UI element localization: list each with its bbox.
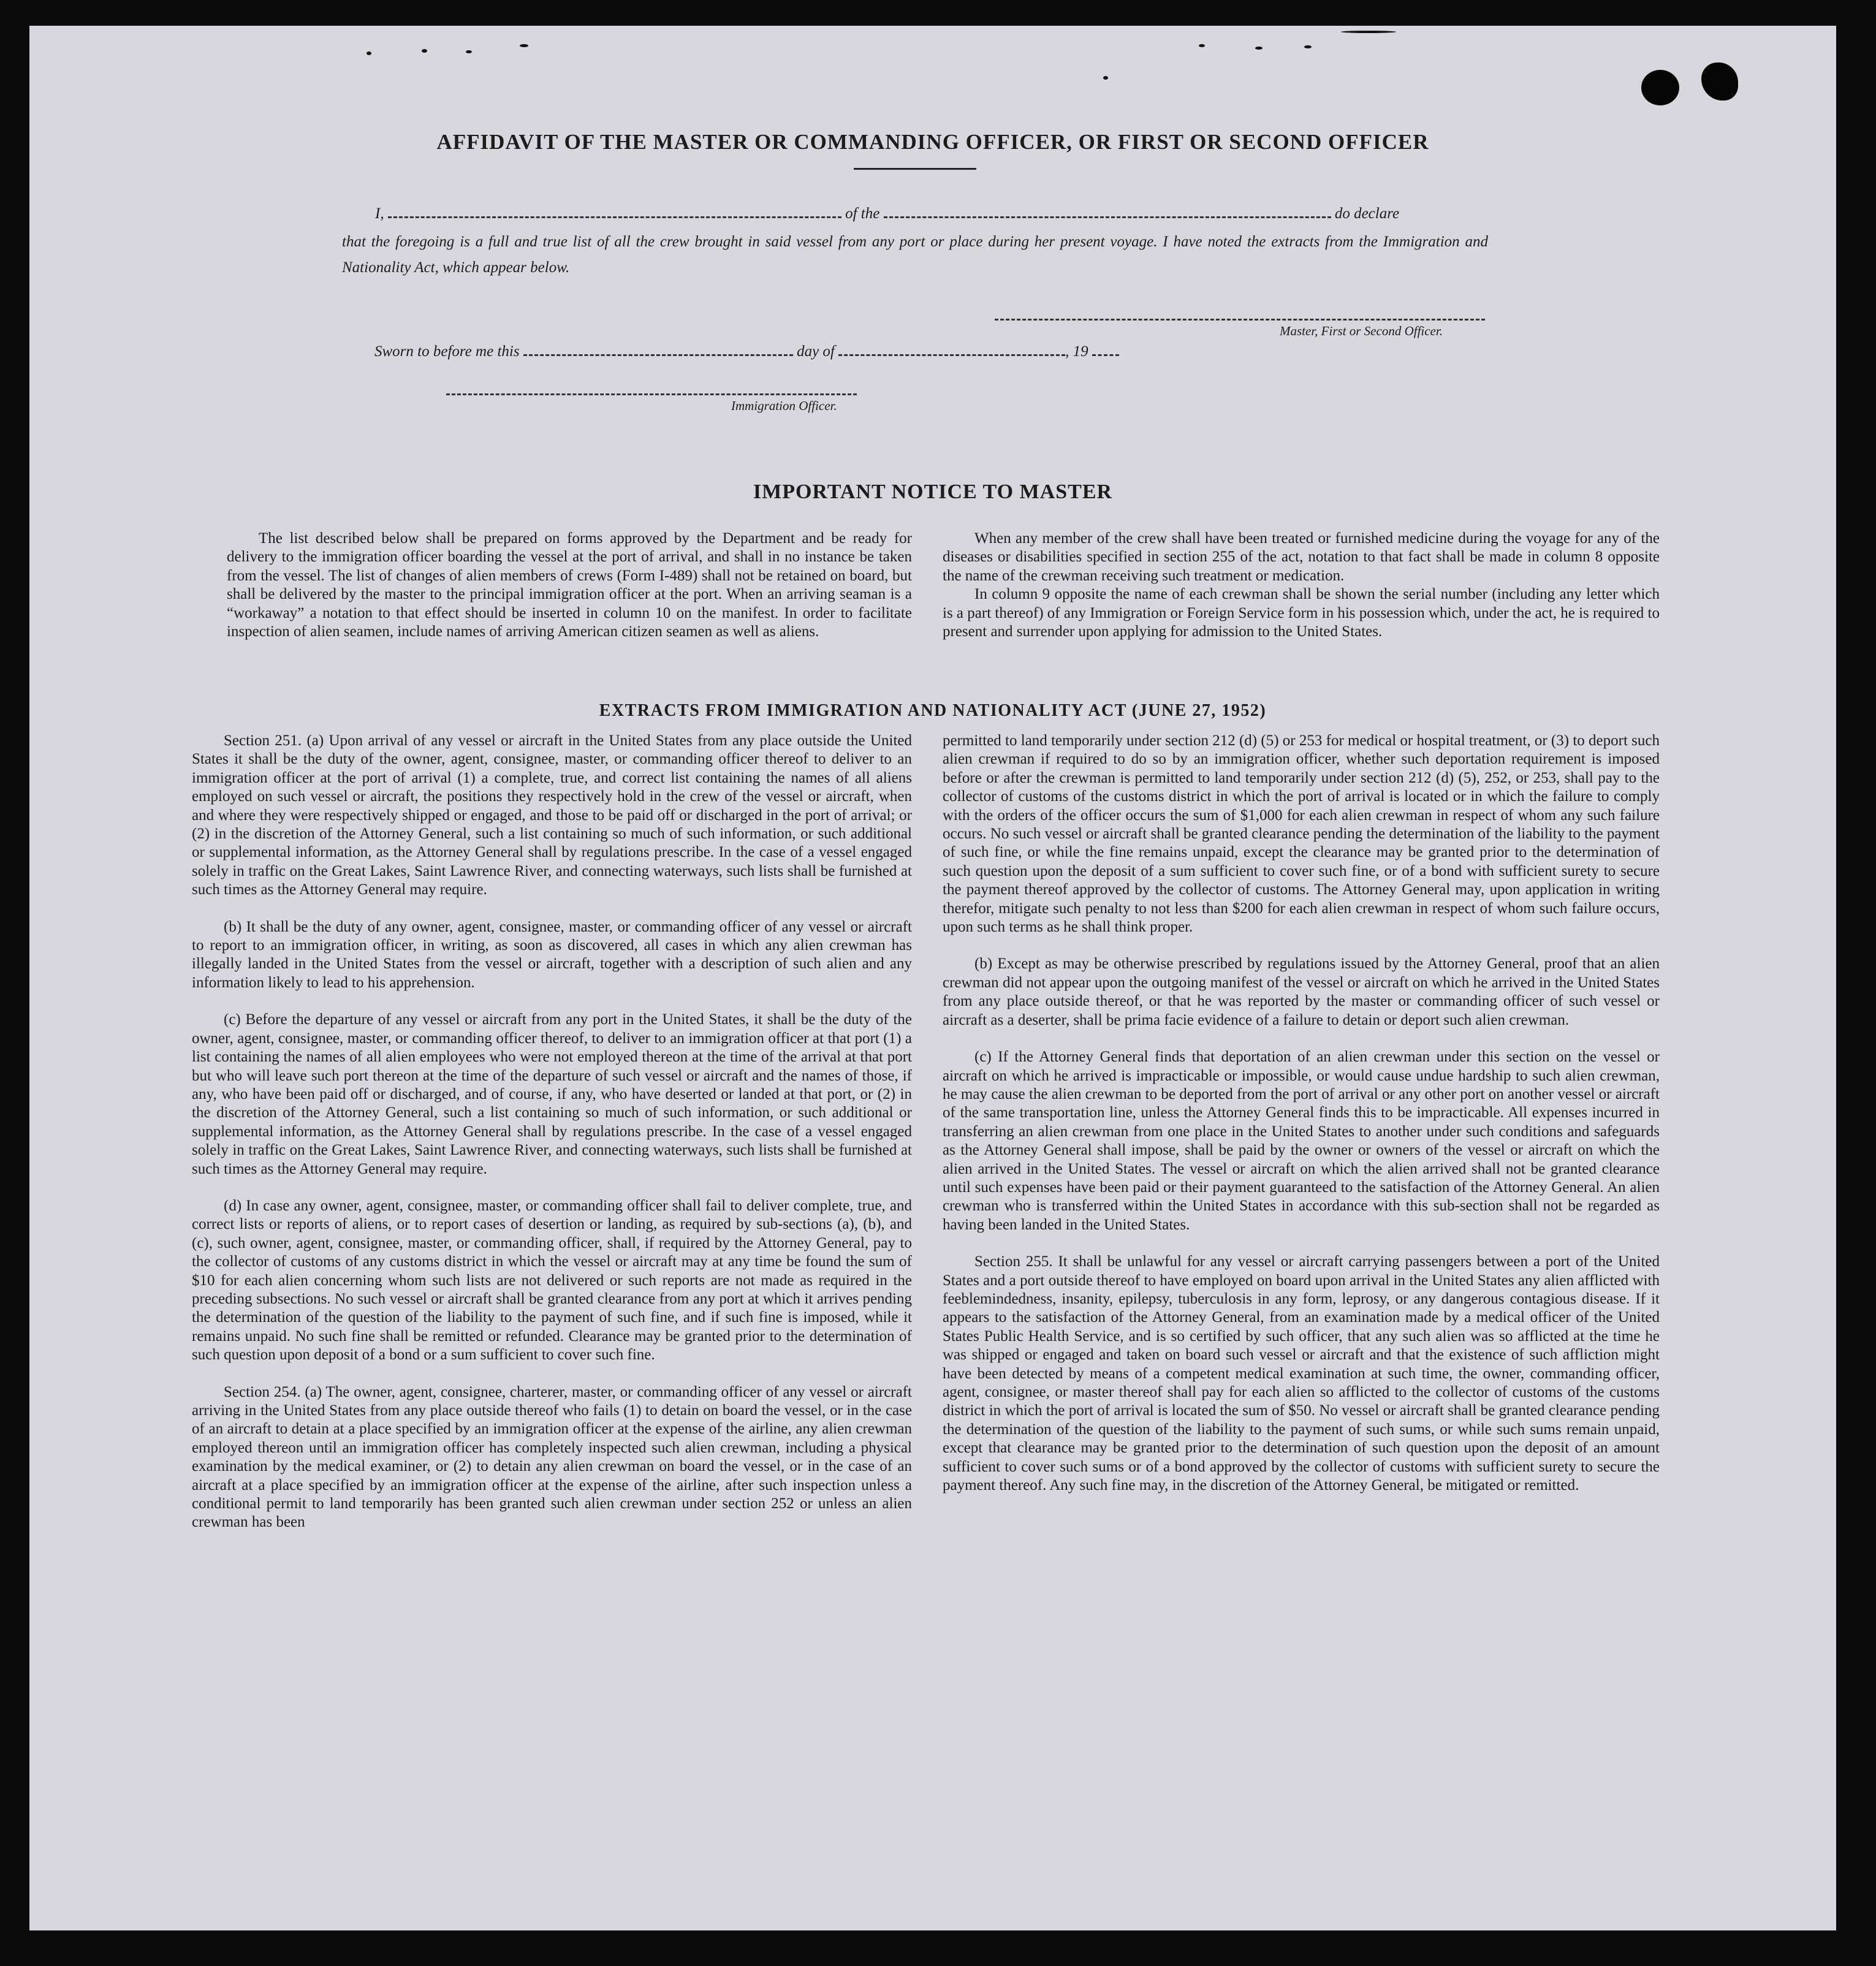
speck <box>520 44 528 47</box>
year-blank[interactable] <box>1092 354 1119 356</box>
sworn-line: Sworn to before me this day of , 19 <box>374 343 1220 360</box>
speck <box>1304 45 1312 48</box>
notice-title: IMPORTANT NOTICE TO MASTER <box>753 480 1113 503</box>
section-254-a: Section 254. (a) The owner, agent, consignee, charterer, master, or commanding officer of any vessel or aircraft arriving in the United States from any place outside thereof who fails (1) to detain on board the vessel, or in the case of an aircraft to detain at a place specified by an immigration officer at the expense of the airline, any alien crewman employed thereon until an immigration officer has completely inspected such alien crewman, including a physical examination by the medical examiner, or (2) to detain any alien crewman on board the vessel, or in the case of an aircraft at a place specified by an immigration officer at the expense of the airline, after such inspection unless a conditional permit to land temporarily has been granted such alien crewman under section 252 or unless an alien crewman has been <box>192 1383 912 1531</box>
notice-right-paragraph-2: In column 9 opposite the name of each crewman shall be shown the serial number (including any letter which is a part thereof) of any Immigration or Foreign Service form in his possession which, under the act, he is required to present and surrender upon applying for admission to the United States. <box>943 586 1660 640</box>
section-254-c: (c) If the Attorney General finds that deportation of an alien crewman under this section on the vessel or aircraft on which he arrived is impracticable or impossible, or would cause undue hardship to such alien crewman, he may cause the alien crewman to be deported from the port of arrival or any other port on another vessel or aircraft of the same transportation line, unless the Attorney General finds this to be impracticable. All expenses incurred in transferring an alien crewman from one place in the United States to another under such conditions and safeguards as the Attorney General shall impose, shall be paid by the owner or owners of the vessel or aircraft on which the alien arrived in the United States. The vessel or aircraft on which the alien arrived shall not be granted clearance until such expenses have been paid or their payment guaranteed to the satisfaction of the Attorney General. An alien crewman who is transferred within the United States in accordance with this sub-section shall not be regarded as having been landed in the United States. <box>943 1049 1660 1233</box>
notice-left-paragraph: The list described below shall be prepared on forms approved by the Department and be ready for delivery to the immigration officer boarding the vessel at the port of arrival, and shall in no instance be taken from the vessel. The list of changes of alien members of crews (Form I-489) shall not be retained on board, but shall be delivered by the master to the principal immigration officer at the port. When an arriving seaman is a “workaway” a notation to that effect should be inserted in column 10 on the manifest. In order to facilitate inspection of alien seamen, include names of arriving American citizen seamen as well as aliens. <box>227 530 912 640</box>
ink-blot-left <box>1641 70 1679 105</box>
speck <box>366 51 371 55</box>
sworn-day-blank[interactable] <box>523 354 793 356</box>
speck <box>466 50 472 53</box>
section-255: Section 255. It shall be unlawful for any vessel or aircraft carrying passengers between a port of the United States and a port outside thereof to have employed on board upon arrival in the United States any alien afflicted with feeblemindedness, insanity, epilepsy, tuberculosis in any form, leprosy, or any dangerous contagious disease. If it appears to the satisfaction of the Attorney General, from an examination made by a medical officer of the United States Public Health Service, and is so certified by such officer, that any such alien was so afflicted at the time he was shipped or engaged and taken on board such vessel or aircraft and that the existence of such affliction might have been detected by means of a competent medical examination at such time, the owner, commanding officer, agent, consignee, or master thereof shall pay for each alien so afflicted to the collector of customs of the customs district in which the port of arrival is located the sum of $50. No vessel or aircraft shall be granted clearance pending the determination of the question of the liability to the payment of such sums, or while such sums remain unpaid, except that clearance may be granted prior to the determination of such question upon the deposit of an amount sufficient to cover such sums or of a bond approved by the collector of customs with sufficient surety to secure the payment thereof. Any such fine may, in the discretion of the Attorney General, be mitigated or remitted. <box>943 1253 1660 1494</box>
speck <box>1199 44 1205 47</box>
document-page <box>29 26 1836 1930</box>
notice-right-paragraph-1: When any member of the crew shall have been treated or furnished medicine during the voyage for any of the diseases or disabilities specified in section 255 of the act, notation to that fact shall be made in column 8 opposite the name of the crewman receiving such treatment or medication. <box>943 530 1660 584</box>
section-254-b: (b) Except as may be otherwise prescribed by regulations issued by the Attorney General, proof that an alien crewman did not appear upon the outgoing manifest of the vessel or aircraft on which he arrived in the United States from any place outside thereof, or that he was reported by the master or commanding officer of such vessel or aircraft as a deserter, shall be prima facie evidence of a failure to detain or deport such alien crewman. <box>943 955 1660 1028</box>
name-blank[interactable] <box>388 216 841 218</box>
title-underline <box>854 168 976 170</box>
master-signature-line[interactable] <box>995 319 1485 321</box>
ink-blot-right <box>1701 63 1738 101</box>
speck <box>1341 31 1396 33</box>
section-251-a: Section 251. (a) Upon arrival of any vessel or aircraft in the United States from any place outside the United States it shall be the duty of the owner, agent, consignee, master, or commanding officer thereof to deliver to an immigration officer at the port of arrival (1) a complete, true, and correct list containing the names of all aliens employed on such vessel or aircraft, the positions they respectively hold in the crew of the vessel or aircraft, when and where they were respectively shipped or engaged, and those to be paid off or discharged in the port of arrival; or (2) in the discretion of the Attorney General, such a list containing so much of such information, or such additional or supplemental information, as the Attorney General shall by regulations prescribe. In the case of a vessel engaged solely in traffic on the Great Lakes, Saint Lawrence River, and connecting waterways, such lists shall be furnished at such times as the Attorney General may require. <box>192 732 912 898</box>
declaration-text: that the foregoing is a full and true list of all the crew brought in said vessel from any port or place during her present voyage. I have noted the extracts from the Immigration and Nationality Act, which appear below. <box>342 233 1488 276</box>
sworn-label: Sworn to before me this <box>374 343 520 360</box>
i-label: I, <box>375 205 384 222</box>
year-label: 19 <box>1073 343 1088 360</box>
officer-signature-line[interactable] <box>446 393 857 395</box>
extracts-title: EXTRACTS FROM IMMIGRATION AND NATIONALITY ACT (JUNE 27, 1952) <box>599 701 1267 720</box>
extracts-right-column <box>943 732 1660 1495</box>
section-251-d: (d) In case any owner, agent, consignee, master, or commanding officer shall fail to deliver complete, true, and correct lists or reports of aliens, or to report cases of desertion or landing, as required by sub-sections (a), (b), and (c), such owner, agent, consignee, master, or commanding officer, shall, if required by the Attorney General, pay to the collector of customs of any customs district in which the vessel or aircraft may at any time be found the sum of $10 for each alien concerning whom such lists are not delivered or such reports are not made as required in the preceding subsections. No such vessel or aircraft shall be granted clearance from any port at which it arrives pending the determination of the question of the liability to the payment of such fine, and if such fine is imposed, while it remains unpaid. No such fine shall be remitted or refunded. Clearance may be granted prior to the determination of such question upon deposit of a bond or a sum sufficient to cover such fine. <box>192 1197 912 1364</box>
speck <box>1103 76 1108 80</box>
immigration-officer-label: Immigration Officer. <box>731 398 837 413</box>
affidavit-title: AFFIDAVIT OF THE MASTER OR COMMANDING OFFICER, OR FIRST OR SECOND OFFICER <box>436 130 1429 154</box>
section-254-a-continued: permitted to land temporarily under section 212 (d) (5) or 253 for medical or hospital treatment, or (3) to deport such alien crewman if required to do so by an immigration officer, whether such deportation requirement is imposed before or after the crewman is permitted to land temporarily under section 212 (d) (5), 252, or 253, shall pay to the collector of customs of the customs district in which the port of arrival is located or in which the failure to comply with the orders of the officer occurs the sum of $1,000 for each alien crewman in respect of whom any such failure occurs. No such vessel or aircraft shall be granted clearance pending the determination of the liability to the payment of such fine, or while the fine remains unpaid, except the clearance may be granted prior to the determination of such question upon the deposit of a sum sufficient to cover such fine, or of a bond with sufficient surety to secure the payment thereof approved by the collector of customs. The Attorney General may, upon application in writing therefor, mitigate such penalty to not less than $200 for each alien crewman in respect of whom such failure occurs, upon such terms as he shall think proper. <box>943 732 1660 936</box>
speck <box>1255 47 1263 50</box>
do-declare-label: do declare <box>1334 205 1400 222</box>
day-of-label: day of <box>797 343 835 360</box>
section-251-b: (b) It shall be the duty of any owner, agent, consignee, master, or commanding officer of any vessel or aircraft to report to an immigration officer, in writing, as soon as discovered, all cases in which any alien crewman has illegally landed in the United States from the vessel or aircraft, together with a description of such alien and any information likely to lead to his apprehension. <box>192 918 912 991</box>
notice-right-column <box>943 529 1660 641</box>
declaration-line-1 <box>375 205 1515 222</box>
section-251-c: (c) Before the departure of any vessel or aircraft from any port in the United States, it shall be the duty of the owner, agent, consignee, master, or commanding officer thereof, to deliver to an immigration officer at that port (1) a list containing the names of all alien employees who were not employed thereon at the time of the arrival at that port but who will leave such port thereon at the time of the departure of such vessel or aircraft and the names of those, if any, who have been paid off or discharged, and of course, if any, who have deserted or landed at that port, or (2) in the discretion of the Attorney General, such a list containing so much of such information, or such additional or supplemental information, as the Attorney General shall by regulations prescribe. In the case of a vessel engaged solely in traffic on the Great Lakes, Saint Lawrence River, and connecting waterways, such lists shall be furnished at such times as the Attorney General may require. <box>192 1011 912 1177</box>
month-blank[interactable] <box>838 354 1065 356</box>
master-label: Master, First or Second Officer. <box>1280 324 1443 338</box>
extracts-left-column <box>192 732 912 1532</box>
notice-left-column <box>227 529 912 659</box>
of-the-label: of the <box>845 205 880 222</box>
vessel-blank[interactable] <box>884 216 1331 218</box>
speck <box>422 49 427 53</box>
